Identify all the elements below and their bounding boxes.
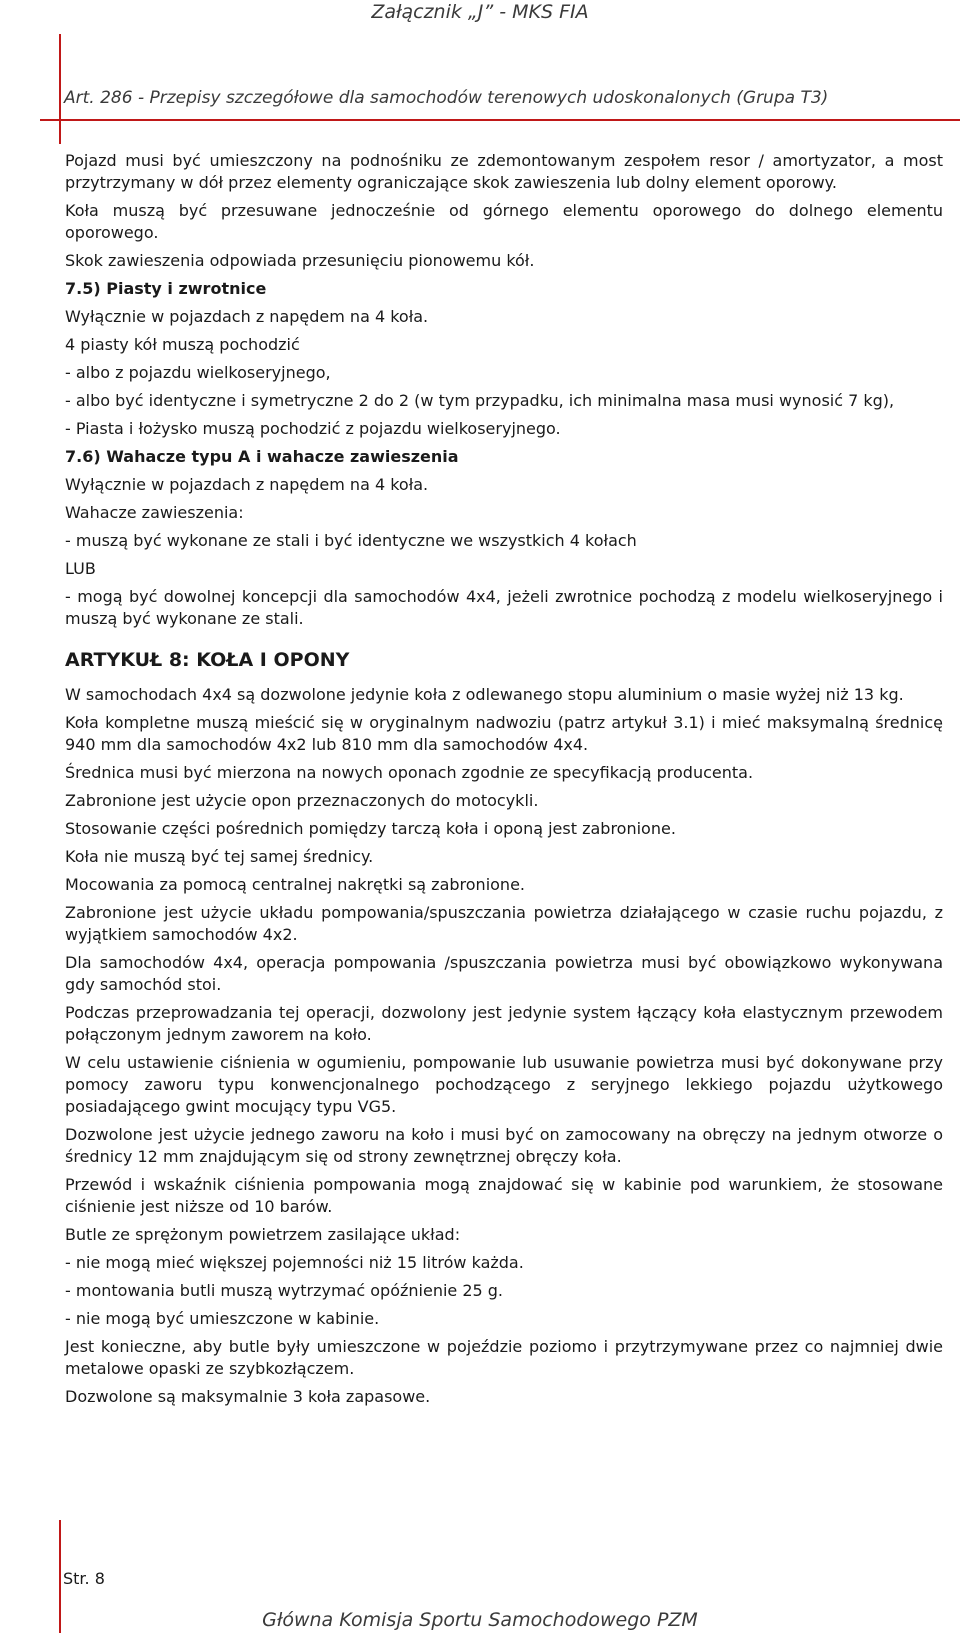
page-number: Str. 8 <box>63 1569 105 1588</box>
paragraph: Pojazd musi być umieszczony na podnośniku ze zdemontowanym zespołem resor / amortyzator, a most przytrzymany w dół przez elementy ograniczające skok zawieszenia lub dolny element oporowy. <box>65 151 943 192</box>
paragraph: LUB <box>65 559 96 578</box>
document-body <box>65 150 943 1414</box>
paragraph: 4 piasty kół muszą pochodzić <box>65 335 300 354</box>
paragraph: Jest konieczne, aby butle były umieszczone w pojeździe poziomo i przytrzymywane przez co najmniej dwie metalowe opaski ze szybkozłączem. <box>65 1337 943 1378</box>
paragraph: Koła muszą być przesuwane jednocześnie od górnego elementu oporowego do dolnego elementu oporowego. <box>65 201 943 242</box>
paragraph: Wyłącznie w pojazdach z napędem na 4 koła. <box>65 475 429 494</box>
paragraph: Dla samochodów 4x4, operacja pompowania /spuszczania powietrza musi być obowiązkowo wykonywana gdy samochód stoi. <box>65 953 943 994</box>
paragraph: Koła nie muszą być tej samej średnicy. <box>65 847 374 866</box>
list-item: - albo być identyczne i symetryczne 2 do 2 (w tym przypadku, ich minimalna masa musi wynosić 7 kg), <box>65 391 895 410</box>
list-item: - albo z pojazdu wielkoseryjnego, <box>65 363 331 382</box>
list-item: - nie mogą być umieszczone w kabinie. <box>65 1309 380 1328</box>
paragraph: Stosowanie części pośrednich pomiędzy tarczą koła i oponą jest zabronione. <box>65 819 676 838</box>
paragraph: Przewód i wskaźnik ciśnienia pompowania mogą znajdować się w kabinie pod warunkiem, że stosowane ciśnienie jest niższe od 10 barów. <box>65 1175 943 1216</box>
header-rule <box>40 119 960 121</box>
paragraph: Wyłącznie w pojazdach z napędem na 4 koła. <box>65 307 429 326</box>
paragraph: Wahacze zawieszenia: <box>65 503 244 522</box>
paragraph: W samochodach 4x4 są dozwolone jedynie koła z odlewanego stopu aluminium o masie wyżej niż 13 kg. <box>65 685 904 704</box>
list-item: - montowania butli muszą wytrzymać opóźnienie 25 g. <box>65 1281 504 1300</box>
section-heading-7-6: 7.6) Wahacze typu A i wahacze zawieszenia <box>65 447 459 466</box>
paragraph: Butle ze sprężonym powietrzem zasilające układ: <box>65 1225 461 1244</box>
paragraph: Koła kompletne muszą mieścić się w oryginalnym nadwoziu (patrz artykuł 3.1) i mieć maksymalną średnicę 940 mm dla samochodów 4x2 lub 810 mm dla samochodów 4x4. <box>65 713 943 754</box>
document-header-title: Załącznik „J” - MKS FIA <box>371 1 589 23</box>
list-item: - mogą być dowolnej koncepcji dla samochodów 4x4, jeżeli zwrotnice pochodzą z modelu wielkoseryjnego i muszą być wykonane ze stali. <box>65 587 943 628</box>
paragraph: Zabronione jest użycie układu pompowania/spuszczania powietrza działającego w czasie ruchu pojazdu, z wyjątkiem samochodów 4x2. <box>65 903 943 944</box>
article-8-heading: ARTYKUŁ 8: KOŁA I OPONY <box>65 649 350 671</box>
margin-rule-top <box>59 34 61 144</box>
paragraph: Dozwolone są maksymalnie 3 koła zapasowe. <box>65 1387 431 1406</box>
paragraph: Mocowania za pomocą centralnej nakrętki są zabronione. <box>65 875 525 894</box>
paragraph: Podczas przeprowadzania tej operacji, dozwolony jest jedynie system łączący koła elastycznym przewodem połączonym jednym zaworem na koło. <box>65 1003 943 1044</box>
footer-organization: Główna Komisja Sportu Samochodowego PZM <box>262 1609 698 1631</box>
paragraph: Zabronione jest użycie opon przeznaczonych do motocykli. <box>65 791 539 810</box>
section-heading-7-5: 7.5) Piasty i zwrotnice <box>65 279 267 298</box>
list-item: - nie mogą mieć większej pojemności niż 15 litrów każda. <box>65 1253 524 1272</box>
paragraph: Skok zawieszenia odpowiada przesunięciu pionowemu kół. <box>65 251 535 270</box>
article-header: Art. 286 - Przepisy szczegółowe dla samochodów terenowych udoskonalonych (Grupa T3) <box>64 88 829 108</box>
paragraph: Średnica musi być mierzona na nowych oponach zgodnie ze specyfikacją producenta. <box>65 763 754 782</box>
list-item: - Piasta i łożysko muszą pochodzić z pojazdu wielkoseryjnego. <box>65 419 561 438</box>
paragraph: W celu ustawienie ciśnienia w ogumieniu, pompowanie lub usuwanie powietrza musi być dokonywane przy pomocy zaworu typu konwencjonalnego pochodzącego z seryjnego lekkiego pojazdu użytkowego posiadającego gwint mocujący typu VG5. <box>65 1053 943 1116</box>
list-item: - muszą być wykonane ze stali i być identyczne we wszystkich 4 kołach <box>65 531 637 550</box>
paragraph: Dozwolone jest użycie jednego zaworu na koło i musi być on zamocowany na obręczy na jednym otworze o średnicy 12 mm znajdującym się od strony zewnętrznej obręczy koła. <box>65 1125 943 1166</box>
